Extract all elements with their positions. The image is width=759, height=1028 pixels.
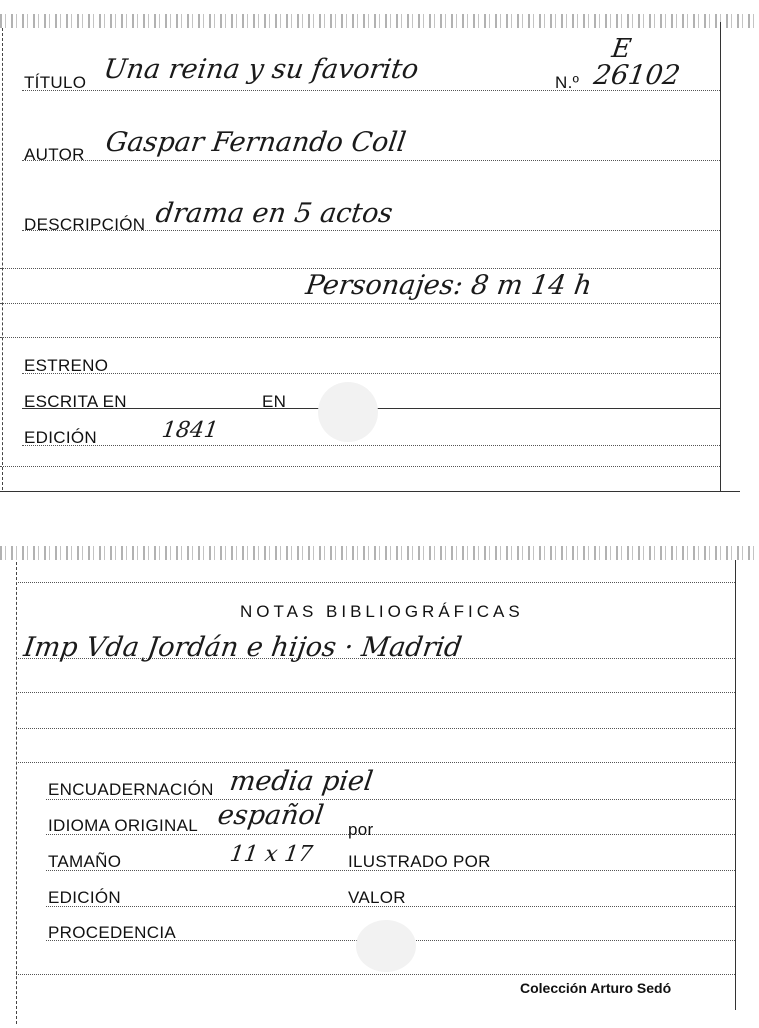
rule-line — [0, 337, 720, 338]
rule-line — [16, 728, 735, 729]
idioma-label: IDIOMA ORIGINAL — [48, 816, 198, 835]
coleccion-credit: Colección Arturo Sedó — [520, 980, 672, 996]
personajes-value: Personajes: 8 m 14 h — [303, 270, 594, 301]
scan-speckle-top — [0, 14, 759, 28]
edicion-value: 1841 — [160, 418, 220, 443]
encuadernacion-label: ENCUADERNACIÓN — [48, 780, 214, 799]
scan-speckle-bottom — [0, 546, 759, 560]
numero-value: 26102 — [591, 60, 683, 91]
rule-line — [16, 692, 735, 693]
procedencia-label: PROCEDENCIA — [48, 923, 176, 942]
titulo-label: TÍTULO — [24, 73, 87, 92]
rule-line — [0, 466, 720, 467]
card-right-edge — [735, 560, 736, 1010]
rule-line — [22, 160, 720, 161]
paper-blot — [318, 382, 378, 442]
valor-label: VALOR — [348, 888, 406, 907]
card-bottom-edge — [0, 491, 740, 492]
tamano-label: TAMAÑO — [48, 852, 122, 871]
paper-blot — [356, 920, 416, 972]
idioma-value: español — [215, 800, 326, 831]
catalog-card-bottom — [0, 540, 759, 1028]
numero-label: N.º — [555, 73, 580, 92]
autor-value: Gaspar Fernando Coll — [103, 127, 408, 158]
card-left-edge — [2, 28, 3, 490]
escrita-label: ESCRITA EN — [24, 392, 127, 411]
por-label: por — [348, 820, 374, 839]
descripcion-value: drama en 5 actos — [153, 198, 395, 229]
edicion-label: EDICIÓN — [24, 428, 97, 447]
ilustrado-label: ILUSTRADO POR — [348, 852, 491, 871]
descripcion-label: DESCRIPCIÓN — [24, 215, 146, 234]
rule-line — [22, 445, 720, 446]
tamano-value: 11 x 17 — [228, 842, 315, 867]
rule-line — [16, 974, 735, 975]
edicion-label-2: EDICIÓN — [48, 888, 121, 907]
rule-line — [0, 268, 720, 269]
estreno-label: ESTRENO — [24, 356, 109, 375]
card-left-edge — [16, 562, 17, 1024]
titulo-value: Una reina y su favorito — [101, 54, 421, 85]
encuadernacion-value: media piel — [227, 766, 375, 797]
rule-line — [16, 762, 735, 763]
rule-line — [0, 303, 720, 304]
rule-line — [22, 373, 720, 374]
en-label: EN — [262, 392, 287, 411]
notas-value: Imp Vda Jordán e hijos · Madrid — [21, 632, 464, 663]
card-right-edge — [720, 22, 721, 492]
catalog-card-top — [0, 0, 759, 500]
autor-label: AUTOR — [24, 145, 85, 164]
numero-letter: E — [609, 34, 634, 64]
rule-line — [16, 582, 735, 583]
notas-title: NOTAS BIBLIOGRÁFICAS — [240, 602, 524, 621]
